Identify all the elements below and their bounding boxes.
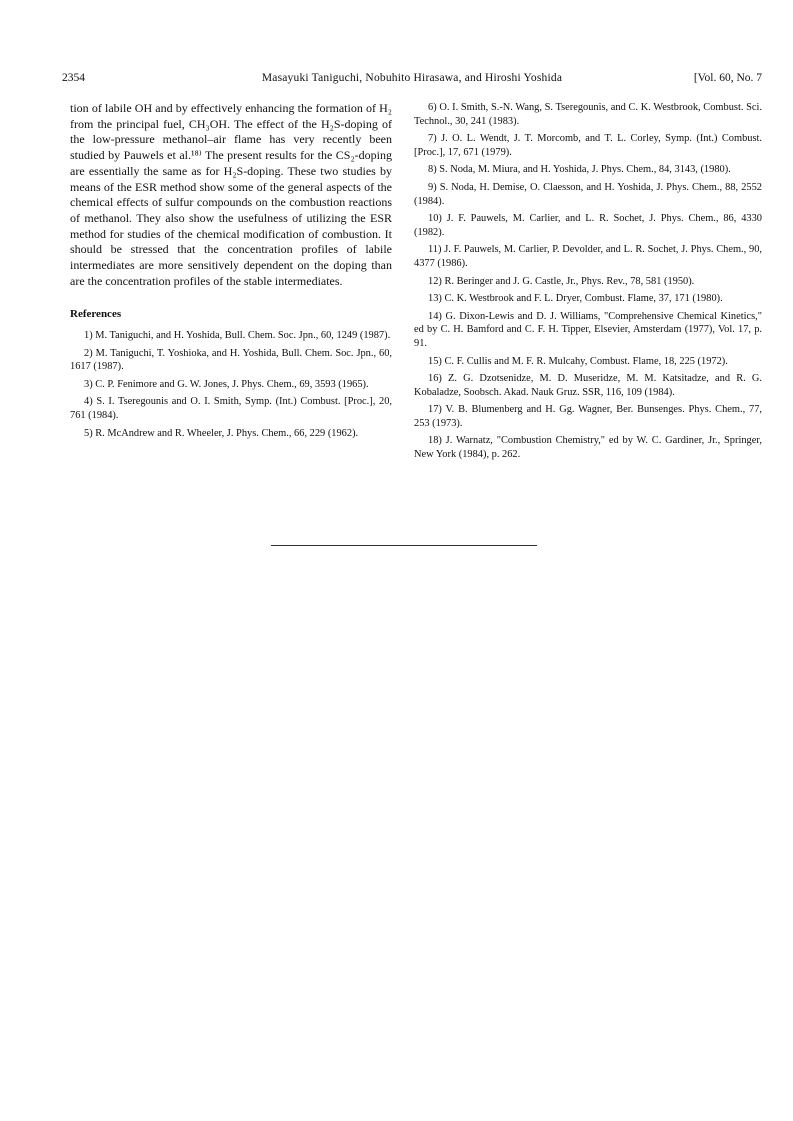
reference-item: 8) S. Noda, M. Miura, and H. Yoshida, J. Phys. Chem., 84, 3143, (1980). [428, 164, 731, 176]
volume-info: [Vol. 60, No. 7 [693, 72, 762, 84]
reference-item: 5) R. McAndrew and R. Wheeler, J. Phys. Chem., 66, 229 (1962). [84, 427, 359, 439]
page-number: 2354 [62, 72, 85, 84]
reference-item: 9) S. Noda, H. Demise, O. Claesson, and H. Yoshida, J. Phys. Chem., 88, 2552 (1984). [414, 181, 762, 207]
reference-item: 16) Z. G. Dzotsenidze, M. D. Museridze, M. M. Katsitadze, and R. G. Kobaladze, Soobsch. Akad. Nauk Gruz. SSR, 116, 109 (1984). [414, 373, 762, 398]
reference-item: 2) M. Taniguchi, T. Yoshioka, and H. Yoshida, Bull. Chem. Soc. Jpn., 60, 1617 (1987). [70, 347, 392, 373]
reference-item: 17) V. B. Blumenberg and H. Gg. Wagner, Ber. Bunsenges. Phys. Chem., 77, 253 (1973). [414, 404, 762, 429]
running-header [62, 72, 762, 88]
reference-item: 7) J. O. L. Wendt, J. T. Morcomb, and T. L. Corley, Symp. (Int.) Combust. [Proc.], 17, 671 (1979). [414, 133, 762, 158]
reference-item: 6) O. I. Smith, S.-N. Wang, S. Tseregounis, and C. K. Westbrook, Combust. Sci. Technol., 30, 241 (1983). [414, 102, 762, 127]
reference-item: 15) C. F. Cullis and M. F. R. Mulcahy, Combust. Flame, 18, 225 (1972). [428, 355, 728, 367]
references-heading: References [70, 308, 122, 321]
left-column [70, 101, 392, 444]
reference-item: 4) S. I. Tseregounis and O. I. Smith, Symp. (Int.) Combust. [Proc.], 20, 761 (1984). [70, 396, 392, 421]
reference-item: 12) R. Beringer and J. G. Castle, Jr., Phys. Rev., 78, 581 (1950). [428, 275, 695, 287]
reference-item: 14) G. Dixon-Lewis and D. J. Williams, "Comprehensive Chemical Kinetics," ed by C. H. Bamford and C. F. H. Tipper, Elsevier, Amsterdam (1977), Vol. 17, p. 91. [414, 310, 762, 349]
reference-item: 1) M. Taniguchi, and H. Yoshida, Bull. Chem. Soc. Jpn., 60, 1249 (1987). [84, 330, 391, 342]
reference-item: 11) J. F. Pauwels, M. Carlier, P. Devolder, and L. R. Sochet, J. Phys. Chem., 90, 4377 (1986). [414, 244, 762, 269]
reference-item: 3) C. P. Fenimore and G. W. Jones, J. Phys. Chem., 69, 3593 (1965). [84, 378, 369, 390]
body-paragraph: tion of labile OH and by effectively enhancing the formation of H₂ from the principal fuel, CH₃OH. The effect of the H₂S-doping of the low-pressure methanol–air flame has very recently been studied by Pauwels et al.¹⁸⁾ The present results for the CS₂-doping are essentially the same as for H₂S-doping. These two studies by means of the ESR method show some of the general aspects of the chemical effects of sulfur compounds on the combustion reactions of methanol. They also show the usefulness of utilizing the ESR method for studies of the chemical modification of combustion. It should be stressed that the concentration profiles of labile intermediates are more sensitively dependent on the doping than are the concentration profiles of the stable intermediates. [70, 101, 392, 288]
references-list-right [414, 101, 762, 462]
reference-item: 10) J. F. Pauwels, M. Carlier, and L. R. Sochet, J. Phys. Chem., 86, 4330 (1982). [414, 213, 762, 238]
right-column [414, 101, 762, 466]
running-header-authors: Masayuki Taniguchi, Nobuhito Hirasawa, and Hiroshi Yoshida [261, 72, 563, 84]
reference-item: 13) C. K. Westbrook and F. L. Dryer, Combust. Flame, 37, 171 (1980). [428, 293, 723, 305]
end-rule [271, 545, 537, 546]
references-list-left [70, 329, 392, 440]
reference-item: 18) J. Warnatz, "Combustion Chemistry," ed by W. C. Gardiner, Jr., Springer, New York (1984), p. 262. [414, 435, 762, 461]
